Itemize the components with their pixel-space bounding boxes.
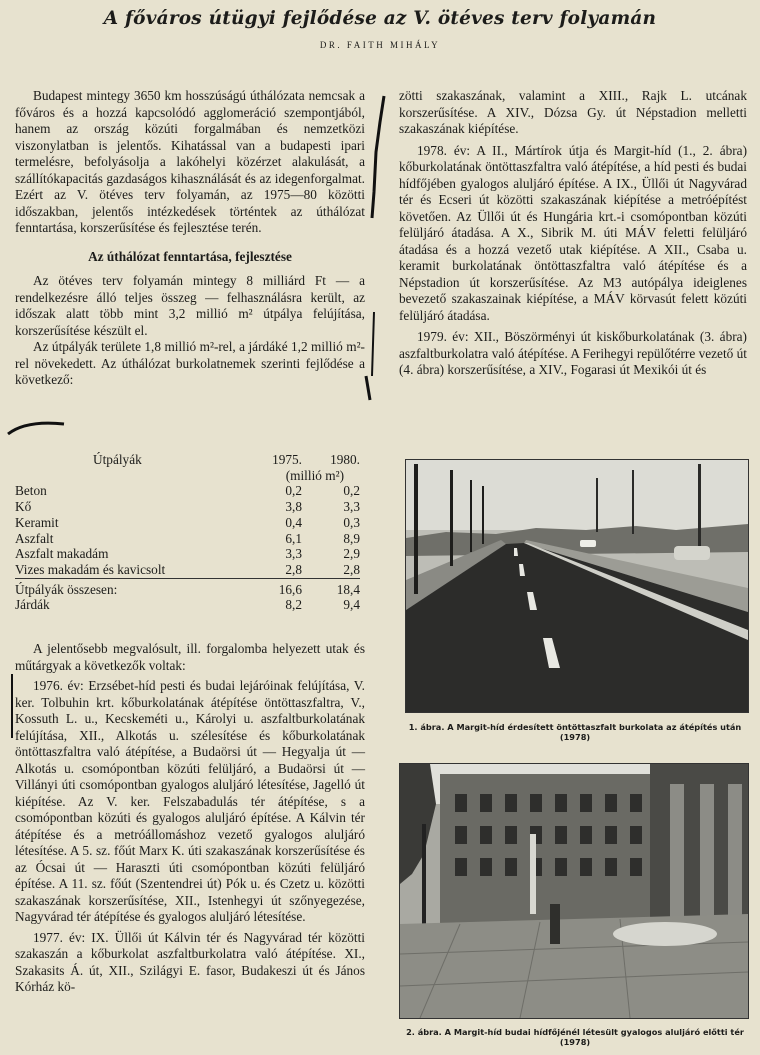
- total-1975: 16,6: [242, 578, 302, 597]
- row-1975: 6,1: [285, 530, 302, 546]
- table-row: [15, 515, 360, 531]
- article-author: DR. FAITH MIHÁLY: [319, 40, 441, 50]
- intro-paragraph: Budapest mintegy 3650 km hosszúságú úthálózata nemcsak a főváros és a hozzá kapcsolódó agglomeráció szempontjából, hanem az ország közúti forgalmában és nemzetközi viszonylatban is jelentős. Kihatással van a budapesti ipari termelésre, befolyásolja a lakóhelyi közérzet alakulását, a szállítókapacitás gazdaságos kihasználását és az idegenforgalmat. Ezért az V. ötéves terv folyamán, az 1975—80 közötti időszakban, jelentős intézkedések történtek az úthálózat fenntartása, korszerűsítése és fejlesztése terén.: [15, 88, 365, 235]
- row-label: Aszfalt makadám: [15, 546, 109, 562]
- row-label: Beton: [15, 483, 47, 499]
- row-1975: 3,8: [285, 499, 302, 515]
- figure-2-caption: 2. ábra. A Margit-híd budai hídfőjénél létesült gyalogos aluljáró előtti tér (1978): [406, 1027, 744, 1047]
- margin-stroke-mark: [6, 414, 66, 438]
- margin-line-mark: [366, 310, 380, 380]
- table-header-row: [15, 452, 360, 468]
- sidewalk-1975: 8,2: [285, 597, 302, 613]
- year-1978-paragraph: 1978. év: A II., Mártírok útja és Margit-híd (1., 2. ábra) kőburkolatának öntöttaszfaltra való átépítése, a híd pesti és budai hídfőjében gyalogos aluljáró építése. A IX., Üllői út Nagyvárad tér és Ecseri út közötti szakaszának kiépítése a metróépítést követően. Az Üllői út és Hungária krt.-i csomópontban közúti felüljáró átadása. A X., Sibrik M. úti MÁV feletti felüljáró átadása és a hozzá vezető utak kiépítése. A XII., Csaba u. keramit burkolatának öntöttaszfaltra való átépítése és a Népstadion út korszerűsítése. Az M3 autópálya ideiglenes bevezető szakaszainak kiépítése, a MÁV körvasút felett közúti felüljáró átadása.: [399, 142, 747, 323]
- figure-1-photo: [405, 459, 749, 713]
- article-title: A főváros útügyi fejlődése az V. ötéves terv folyamán: [103, 8, 657, 29]
- bridge-road-image: [406, 460, 748, 712]
- row-1975: 2,8: [285, 561, 302, 577]
- table-row: [15, 483, 360, 499]
- sidewalk-label: Járdák: [15, 597, 50, 613]
- table-total-row: [15, 578, 360, 597]
- table-row: [15, 499, 360, 515]
- row-label: Aszfalt: [15, 530, 54, 546]
- row-1980: 2,8: [343, 561, 360, 577]
- year-1979-paragraph: 1979. év: XII., Böszörményi út kiskőburkolatának (3. ábra) aszfaltburkolatra való átépítése. A Ferihegyi repülőtérre vezető út (4. ábra) korszerűsítése, a XIV., Fogarasi út Mexikói út és: [399, 329, 747, 377]
- table-header-1975: 1975.: [272, 452, 302, 467]
- row-1980: 3,3: [343, 499, 360, 515]
- budget-paragraph: Az ötéves terv folyamán mintegy 8 milliárd Ft — a rendelkezésre álló teljes összeg — felhasználásra került, az időszak alatt több mint 3,2 millió m² útpálya felújítása, korszerűsítése készült el.: [15, 273, 365, 338]
- row-1980: 0,2: [343, 483, 360, 499]
- row-label: Kő: [15, 499, 32, 515]
- left-column: [15, 88, 365, 389]
- table-row: [15, 562, 360, 578]
- projects-intro: A jelentősebb megvalósult, ill. forgalomba helyezett utak és műtárgyak a következők voltak:: [15, 641, 365, 673]
- table-header-1980: 1980.: [330, 452, 360, 467]
- table-unit-row: [15, 468, 360, 484]
- surface-table-wrap: [15, 452, 360, 613]
- bridge-square-image: [400, 764, 748, 1018]
- table-row: [15, 546, 360, 562]
- table-row: [15, 531, 360, 547]
- row-1980: 0,3: [343, 514, 360, 530]
- figure-2-photo: [399, 763, 749, 1019]
- row-1980: 2,9: [343, 546, 360, 562]
- left-column-lower: [15, 641, 365, 996]
- surface-table: [15, 452, 360, 613]
- area-paragraph: Az útpályák területe 1,8 millió m²-rel, a járdáké 1,2 millió m²-rel növekedett. Az úthálózat burkolatnemek szerinti fejlődése a következő:: [15, 339, 365, 387]
- figure-1-caption: 1. ábra. A Margit-híd érdesített öntöttaszfalt burkolata az átépítés után (1978): [408, 722, 742, 742]
- row-1975: 3,3: [285, 546, 302, 562]
- row-1975: 0,4: [285, 514, 302, 530]
- row-label: Keramit: [15, 514, 59, 530]
- right-column: [399, 88, 747, 379]
- margin-bracket-mark: [370, 92, 392, 222]
- row-1975: 0,2: [285, 483, 302, 499]
- year-1976-paragraph: 1976. év: Erzsébet-híd pesti és budai lejáróinak felújítása, V. ker. Tolbuhin krt. kőburkolatának átépítése öntöttaszfaltra, V., Kossuth L. u., Kecskeméti u., Károlyi u. aszfaltburkolatának felújítása, XII., Alkotás u. szélesítése és kőburkolatának öntöttaszfaltra való átépítése, a Budaörsi út — Hegyalja út — Alkotás u. csomópontban közúti felüljáró, a Budaörsi út — Villányi úti csomópontban gyalogos aluljáró létesítése, Jagelló út kiépítése. Az V. ker. Felszabadulás tér átépítése, s a csomópontban közúti és gyalogos aluljáró építése. A Kálvin tér átépítése és a metróállomáshoz vezető gyalogos aluljáró létesítése. A 5. sz. főút Marx K. úti szakaszának korszerűsítése és az Ócsai út — Haraszti úti csomópontban közúti felüljáró építése. A 11. sz. főút (Szentendrei út) Pók u. és Czetz u. közötti szakaszának korszerűsítése, XII., Istenhegyi út szőnyegezése, Nagyvárad tér átépítése és gyalogos aluljáró létesítése.: [15, 678, 365, 924]
- row-1980: 8,9: [343, 530, 360, 546]
- total-1980: 18,4: [302, 578, 360, 597]
- sidewalk-1980: 9,4: [343, 597, 360, 613]
- year-1977-paragraph: 1977. év: IX. Üllői út Kálvin tér és Nagyvárad tér közötti szakaszán a kőburkolat aszfaltburkolatra való átépítése. XI., Szakasits Á. út, XII., Szilágyi E. fasor, Budakeszi út és János Kórház kö-: [15, 929, 365, 994]
- year-1977-continued: zötti szakaszának, valamint a XIII., Rajk L. utcának korszerűsítése. A XIV., Dózsa Gy. út Népstadion melletti szakaszának kiépítése.: [399, 88, 747, 136]
- total-label: Útpályák összesen:: [15, 578, 242, 597]
- table-unit: (millió m²): [285, 467, 344, 483]
- row-label: Vizes makadám és kavicsolt: [15, 561, 166, 577]
- table-sidewalk-row: [15, 597, 360, 613]
- section-heading: Az úthálózat fenntartása, fejlesztése: [88, 248, 292, 264]
- table-header-label: Útpályák: [93, 452, 142, 467]
